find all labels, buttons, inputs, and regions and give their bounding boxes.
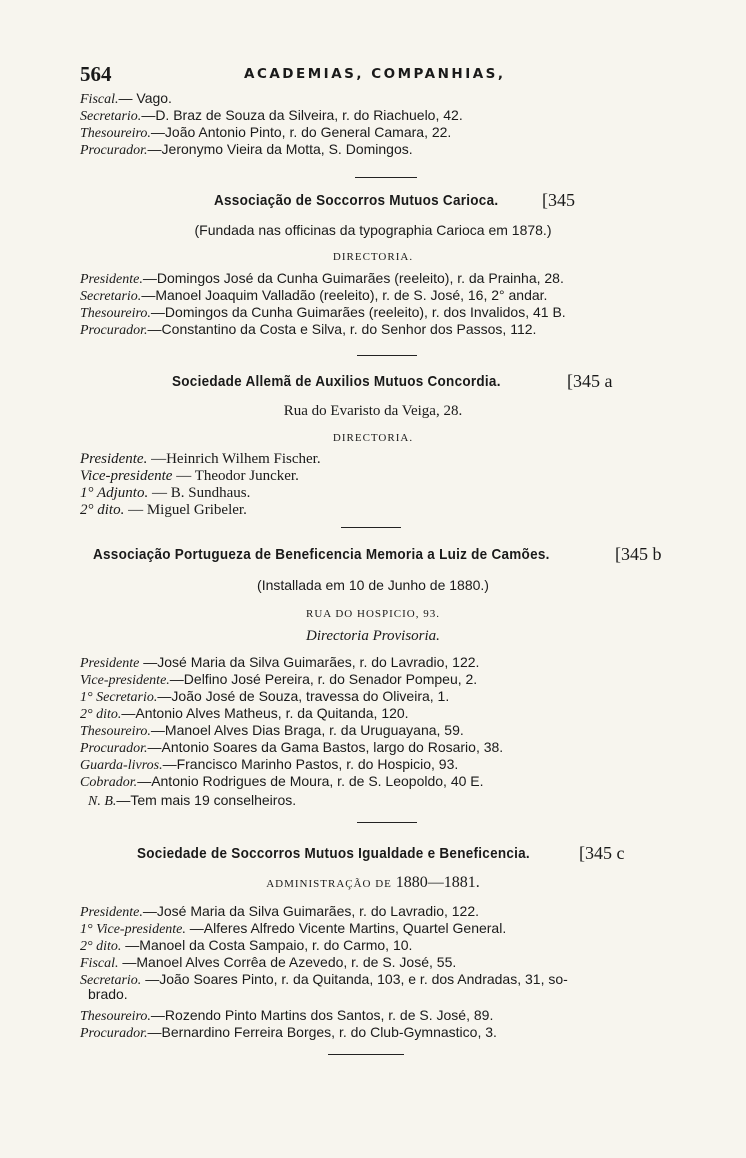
society-title: Sociedade Allemã de Auxilios Mutuos Concordia. — [172, 373, 501, 390]
officer-line: Presidente.—Domingos José da Cunha Guimarães (reeleito), r. da Prainha, 28. — [80, 270, 564, 287]
running-title: ACADEMIAS, COMPANHIAS, — [244, 66, 506, 82]
section-divider — [355, 177, 417, 178]
section-divider — [357, 355, 417, 356]
officer-line: Secretario.—D. Braz de Souza da Silveira, r. do Riachuelo, 42. — [80, 107, 463, 124]
directory-heading: DIRECTORIA. — [332, 251, 414, 263]
officer-line: Procurador.—Antonio Soares da Gama Bastos, largo do Rosario, 38. — [80, 739, 504, 756]
officer-line: 2° dito.—Antonio Alves Matheus, r. da Quitanda, 120. — [80, 705, 409, 722]
officer-line: Thesoureiro.—Domingos da Cunha Guimarães (reeleito), r. dos Invalidos, 41 B. — [80, 304, 566, 321]
nota-bene: N. B.—Tem mais 19 conselheiros. — [88, 792, 297, 809]
society-title: Associação Portugueza de Beneficencia Memoria a Luiz de Camões. — [93, 546, 550, 563]
entry-number: [345 c — [579, 843, 625, 863]
directory-heading: Directoria Provisoria. — [306, 628, 440, 644]
officer-line: 1° Adjunto. — B. Sundhaus. — [80, 485, 251, 501]
officer-line: 2° dito. — Miguel Gribeler. — [80, 502, 247, 518]
entry-number: [345 a — [567, 371, 613, 391]
society-subtitle: (Installada em 10 de Junho de 1880.) — [257, 577, 489, 593]
officer-line: Secretario. —João Soares Pinto, r. da Quitanda, 103, e r. dos Andradas, 31, so- — [80, 971, 568, 988]
society-title: Associação de Soccorros Mutuos Carioca. — [214, 192, 499, 209]
officer-line: Secretario.—Manoel Joaquim Valladão (reeleito), r. de S. José, 16, 2° andar. — [80, 287, 548, 304]
officer-line: Guarda-livros.—Francisco Marinho Pastos, r. do Hospicio, 93. — [80, 756, 459, 773]
officer-line: 2° dito. —Manoel da Costa Sampaio, r. do Carmo, 10. — [80, 937, 413, 954]
officer-line: Thesoureiro.—Rozendo Pinto Martins dos Santos, r. de S. José, 89. — [80, 1007, 494, 1024]
officer-line: Procurador.—Bernardino Ferreira Borges, r. do Club-Gymnastico, 3. — [80, 1024, 497, 1041]
entry-number: [345 — [542, 190, 575, 210]
page-number: 564 — [80, 62, 112, 86]
officer-line: 1° Secretario.—João José de Souza, travessa do Oliveira, 1. — [80, 688, 450, 705]
officer-line: Presidente —José Maria da Silva Guimarães, r. do Lavradio, 122. — [80, 654, 480, 671]
officer-line: Presidente. —Heinrich Wilhem Fischer. — [80, 451, 321, 467]
society-subtitle: (Fundada nas officinas da typographia Carioca em 1878.) — [194, 222, 552, 238]
officer-line: Presidente.—José Maria da Silva Guimarães, r. do Lavradio, 122. — [80, 903, 480, 920]
officer-line: Vice-presidente — Theodor Juncker. — [80, 468, 299, 484]
page-header — [80, 62, 636, 86]
officer-line: Procurador.—Jeronymo Vieira da Motta, S. Domingos. — [80, 141, 413, 158]
section-divider — [357, 822, 417, 823]
officer-line: Fiscal. —Manoel Alves Corrêa de Azevedo, r. de S. José, 55. — [80, 954, 457, 971]
section-divider — [341, 527, 401, 528]
officer-line: Thesoureiro.—Manoel Alves Dias Braga, r. da Uruguayana, 59. — [80, 722, 464, 739]
officer-line: Thesoureiro.—João Antonio Pinto, r. do General Camara, 22. — [80, 124, 452, 141]
officer-line: Vice-presidente.—Delfino José Pereira, r. do Senador Pompeu, 2. — [80, 671, 478, 688]
society-address: RUA DO HOSPICIO, 93. — [306, 608, 440, 620]
officer-line: Cobrador.—Antonio Rodrigues de Moura, r. de S. Leopoldo, 40 E. — [80, 773, 484, 790]
officer-line-continuation: brado. — [88, 986, 128, 1002]
directory-heading: DIRECTORIA. — [332, 432, 414, 444]
entry-number: [345 b — [615, 544, 662, 564]
administration-heading: ADMINISTRAÇÃO DE 1880—1881. — [266, 874, 480, 891]
officer-line: Fiscal.— Vago. — [80, 90, 172, 107]
section-divider — [328, 1054, 404, 1055]
officer-line: Procurador.—Constantino da Costa e Silva, r. do Senhor dos Passos, 112. — [80, 321, 537, 338]
society-address: Rua do Evaristo da Veiga, 28. — [283, 403, 463, 419]
officer-line: 1° Vice-presidente. —Alferes Alfredo Vicente Martins, Quartel General. — [80, 920, 507, 937]
society-title: Sociedade de Soccorros Mutuos Igualdade e Beneficencia. — [137, 845, 530, 862]
